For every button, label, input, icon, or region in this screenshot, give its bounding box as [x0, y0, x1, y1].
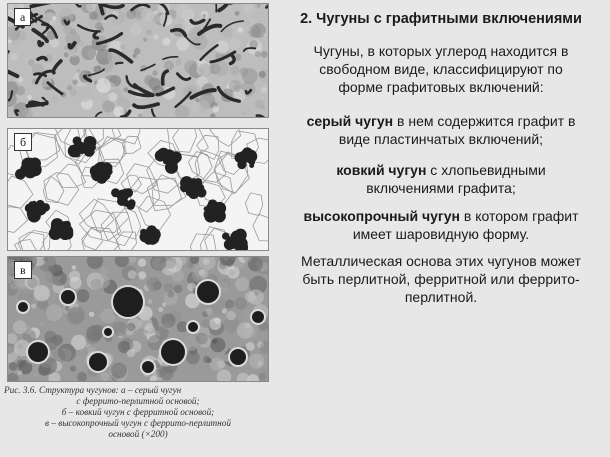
section-title: 2. Чугуны с графитными включениями: [300, 11, 582, 27]
malleable-iron-text: с хлопьевидными: [426, 162, 546, 178]
gray-iron-paragraph: [278, 112, 604, 148]
gray-iron-text-2: виде пластинчатых включений;: [338, 131, 544, 147]
micrograph-malleable-cast-iron: [7, 128, 269, 251]
panel-label-b: б: [14, 133, 32, 151]
matrix-line: быть перлитной, ферритной или феррито-: [302, 271, 580, 287]
matrix-paragraph: [278, 252, 604, 306]
caption-line: Рис. 3.6. Структура чугунов: а – серый чугун: [4, 385, 182, 395]
caption-line: основой (×200): [108, 429, 168, 439]
ductile-iron-term: высокопрочный чугун: [303, 208, 460, 224]
gray-iron-term: серый чугун: [306, 113, 394, 129]
malleable-iron-paragraph: [278, 161, 604, 197]
caption-line: б – ковкий чугун с ферритной основой;: [61, 407, 215, 417]
panel-label-a: а: [14, 8, 31, 26]
micrograph-gray-cast-iron: [7, 3, 269, 118]
matrix-line: перлитной.: [404, 289, 478, 305]
intro-line: свободном виде, классифицируют по: [319, 61, 563, 77]
figure-caption: [4, 385, 272, 440]
gray-iron-text: в нем содержится графит в: [393, 113, 576, 129]
ductile-iron-text: в котором графит: [459, 208, 579, 224]
panel-label-c: в: [14, 261, 32, 279]
intro-line: форме графитовых включений:: [338, 79, 544, 95]
caption-line: в – высокопрочный чугун с феррито-перлитной: [45, 418, 231, 428]
flake-cluster-graphite-image: [8, 129, 268, 250]
ductile-iron-paragraph: [278, 207, 604, 243]
caption-line: с феррито-перлитной основой;: [76, 396, 200, 406]
intro-paragraph: [278, 42, 604, 96]
nodular-graphite-image: [8, 257, 268, 381]
intro-line: Чугуны, в которых углерод находится в: [313, 43, 569, 59]
malleable-iron-term: ковкий чугун: [336, 162, 427, 178]
matrix-line: Металлическая основа этих чугунов может: [301, 253, 581, 269]
micrograph-ductile-cast-iron: [7, 256, 269, 382]
ductile-iron-text-2: имеет шаровидную форму.: [352, 226, 530, 242]
flake-graphite-image: [8, 4, 268, 117]
malleable-iron-text-2: включениями графита;: [366, 180, 516, 196]
